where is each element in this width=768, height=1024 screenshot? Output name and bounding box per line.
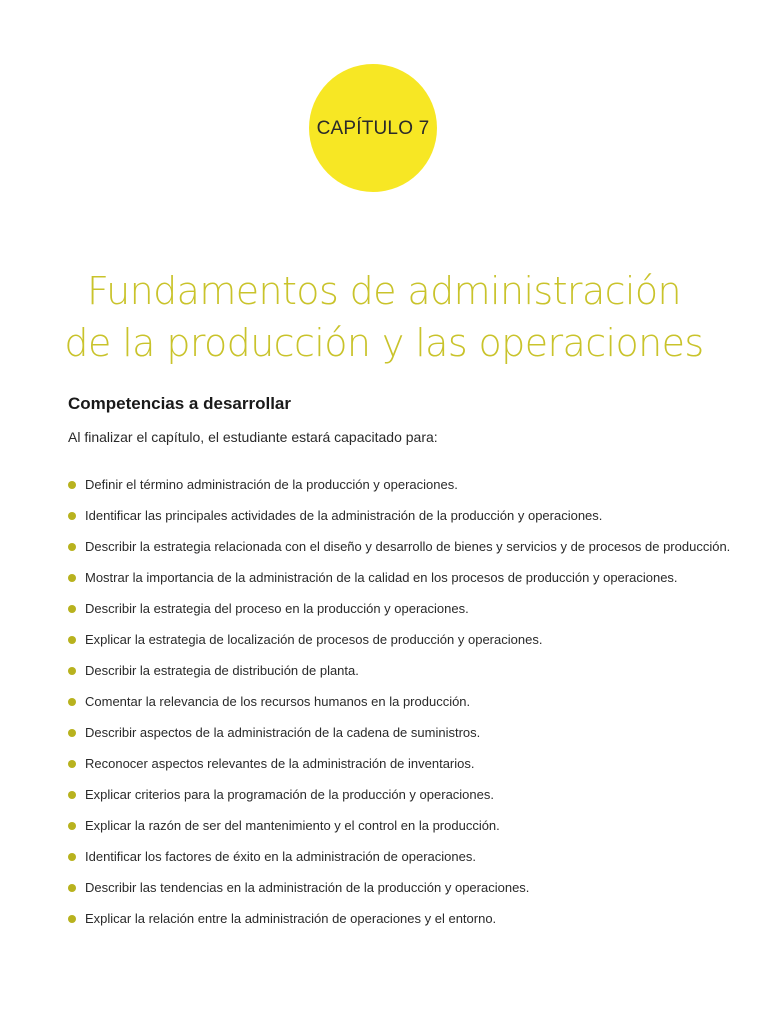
objective-item (68, 686, 748, 717)
objective-text: Mostrar la importancia de la administración de la calidad en los procesos de producción y operaciones. (85, 570, 678, 585)
bullet-dot-icon (68, 915, 76, 923)
objective-text: Describir la estrategia relacionada con el diseño y desarrollo de bienes y servicios y de procesos de producción. (85, 539, 731, 554)
objectives-list (68, 469, 748, 934)
objective-item (68, 562, 748, 593)
objective-text: Explicar la razón de ser del mantenimiento y el control en la producción. (85, 818, 500, 833)
objective-item (68, 469, 748, 500)
bullet-dot-icon (68, 512, 76, 520)
bullet-dot-icon (68, 760, 76, 768)
bullet-dot-icon (68, 853, 76, 861)
bullet-dot-icon (68, 729, 76, 737)
objective-text: Identificar las principales actividades de la administración de la producción y operaciones. (85, 508, 603, 523)
objective-item (68, 779, 748, 810)
bullet-dot-icon (68, 822, 76, 830)
objective-text: Describir las tendencias en la administración de la producción y operaciones. (85, 880, 530, 895)
objective-text: Identificar los factores de éxito en la administración de operaciones. (85, 849, 476, 864)
objective-item (68, 655, 748, 686)
bullet-dot-icon (68, 884, 76, 892)
competencias-intro: Al finalizar el capítulo, el estudiante estará capacitado para: (68, 429, 438, 445)
objective-text: Describir la estrategia de distribución de planta. (85, 663, 359, 678)
bullet-dot-icon (68, 667, 76, 675)
objective-text: Comentar la relevancia de los recursos humanos en la producción. (85, 694, 471, 709)
objective-item (68, 624, 748, 655)
objective-item (68, 593, 748, 624)
objective-item (68, 531, 748, 562)
bullet-dot-icon (68, 605, 76, 613)
objective-text: Explicar la relación entre la administración de operaciones y el entorno. (85, 911, 497, 926)
objective-item (68, 717, 748, 748)
objective-text: Reconocer aspectos relevantes de la administración de inventarios. (85, 756, 475, 771)
objective-item (68, 841, 748, 872)
objective-text: Definir el término administración de la producción y operaciones. (85, 477, 458, 492)
objective-item (68, 903, 748, 934)
chapter-label: CAPÍTULO 7 (316, 118, 430, 139)
objective-item (68, 500, 748, 531)
bullet-dot-icon (68, 543, 76, 551)
bullet-dot-icon (68, 791, 76, 799)
chapter-title-line-2: de la producción y las operaciones (64, 321, 704, 366)
bullet-dot-icon (68, 698, 76, 706)
objective-text: Describir la estrategia del proceso en la producción y operaciones. (85, 601, 469, 616)
bullet-dot-icon (68, 636, 76, 644)
objective-item (68, 810, 748, 841)
objective-text: Explicar la estrategia de localización de procesos de producción y operaciones. (85, 632, 543, 647)
objective-text: Explicar criterios para la programación de la producción y operaciones. (85, 787, 494, 802)
objective-item (68, 872, 748, 903)
objective-item (68, 748, 748, 779)
chapter-title-line-1: Fundamentos de administración (86, 269, 682, 314)
competencias-heading: Competencias a desarrollar (68, 394, 291, 413)
bullet-dot-icon (68, 574, 76, 582)
chapter-title (40, 265, 728, 369)
chapter-badge (309, 64, 437, 192)
bullet-dot-icon (68, 481, 76, 489)
objective-text: Describir aspectos de la administración de la cadena de suministros. (85, 725, 481, 740)
